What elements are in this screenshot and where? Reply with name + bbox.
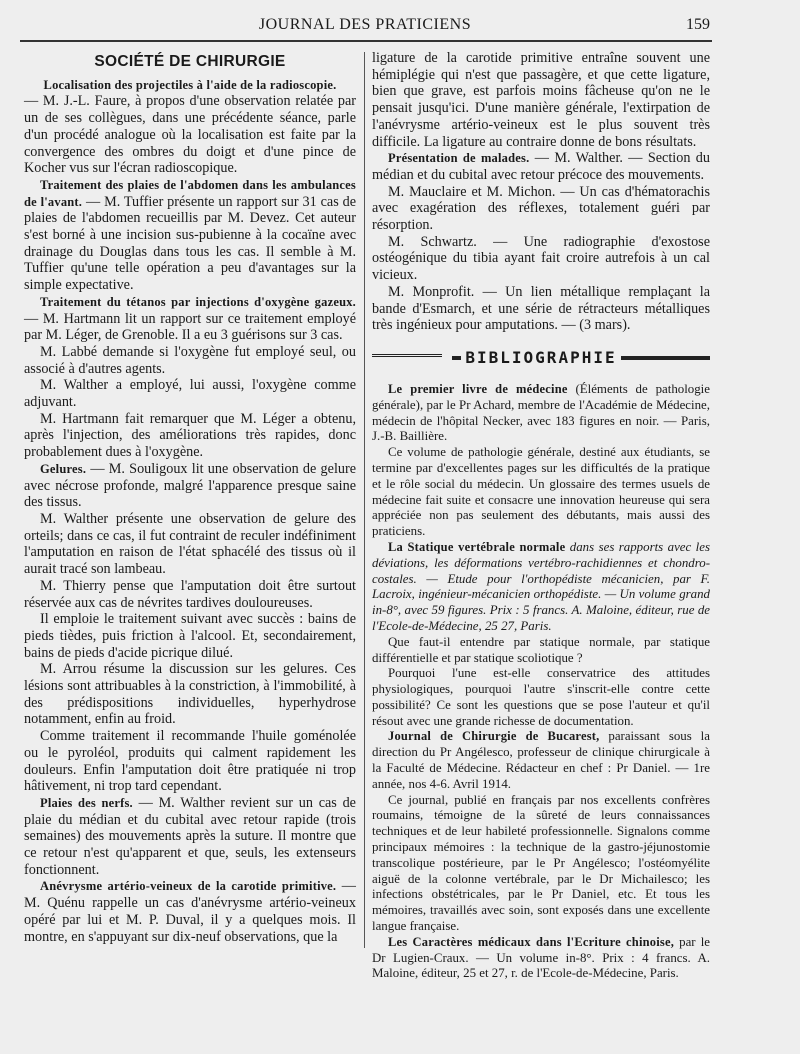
paragraph: M. Monprofit. — Un lien métallique remplaçant la bande d'Esmarch, et une série de rétracteurs métalliques très ingénieux pour amputations. — (3 mars). (372, 283, 710, 334)
ornament-rule (372, 354, 442, 357)
review-text: par le Dr Lugien-Craux. — Un volume in-8°. Prix : 4 francs. A. Maloine, éditeur, 25 et 27, r. de l'Ecole-de-Médecine, Paris. (372, 934, 711, 981)
paragraph (24, 795, 356, 879)
paragraph-text: — M. Hartmann lit un rapport sur ce traitement employé par M. Léger, de Grenoble. Il a eu 3 guérisons sur 3 cas. (24, 310, 356, 344)
subsection-heading: Localisation des projectiles à l'aide de la radioscopie. (43, 77, 337, 92)
book-review (372, 382, 710, 445)
bibliography-section (372, 382, 710, 982)
paragraph: M. Schwartz. — Une radiographie d'exostose ostéogénique du tibia ayant fait croire autrefois à un cal vicieux. (372, 233, 710, 284)
paragraph-text: — M. Walther revient sur un cas de plaie du médian et du cubital avec retour rapide (trois semaines) des mouvements après la suture. Il montre que ce retour n'est qu'apparent et que, seuls, les extenseurs fonctionnent. (24, 794, 356, 878)
header-rule-left (20, 40, 376, 42)
book-title: Les Caractères médicaux dans l'Ecriture chinoise, (388, 934, 675, 949)
subsection-heading: Présentation de malades. (388, 151, 530, 166)
journal-title: JOURNAL DES PRATICIENS (258, 16, 472, 33)
paragraph-text: — M. Tuffier présente un rapport sur 31 cas de plaies de l'abdomen recueillis par M. Devez. Cet auteur s'est borné à une incision sus-pubienne à la cocaïne avec drainage du Douglas dans tous les cas. Il semble à M. Tuffier qu'une telle opération a peu d'avantages sur la simple expectative. (24, 193, 356, 294)
paragraph: M. Labbé demande si l'oxygène fut employé seul, ou associé à d'autres agents. (24, 343, 356, 377)
paragraph: Pourquoi l'une est-elle conservatrice des attitudes physiologiques, pourquoi l'autre s'inscrit-elle contre cette possibilité? Ce sont les questions que se pose l'auteur et qu'il résout avec une grande richesse de documentation. (372, 666, 710, 728)
subsection-heading: Anévrysme artério-veineux de la carotide primitive. (40, 879, 337, 894)
paragraph: Ce journal, publié en français par nos excellents confrères roumains, témoigne de la sûreté de leurs connaissances techniques et de leur habileté professionnelle. Signalons comme principaux mémoires : la technique de la gastro-jéjunostomie transcolique postérieure, par le Pr Angélesco; l'ostéomyélite aiguë de la colonne vertébrale, par le Dr Michailesco; les infections obstétricales, par le Pr Daniel, etc. Et tous les mémoires, travaillés avec soin, sont exposés dans une excellente langue française. (372, 792, 710, 934)
paragraph: M. Walther a employé, lui aussi, l'oxygène comme adjuvant. (24, 377, 356, 411)
review-text: paraissant sous la direction du Pr Angélesco, professeur de clinique chirurgicale à la Faculté de Médecine. Rédacteur en chef : Pr Daniel. — 1re année, nos 4-6. Avril 1914. (372, 729, 710, 791)
paragraph (24, 294, 356, 344)
right-column (372, 50, 710, 982)
paragraph: Que faut-il entendre par statique normale, par statique différentielle et par statique scoliotique ? (372, 634, 710, 665)
paragraph: M. Walther présente une observation de gelure des orteils; dans ce cas, il fut contraint de reculer indéfiniment l'amputation en raison de l'état sphacélé des tissus où il aurait tracé son lambeau. (24, 510, 356, 578)
page-header (20, 14, 710, 40)
left-column (24, 50, 356, 945)
paragraph-text: — M. Quénu rappelle un cas d'anévrysme artério-veineux opéré par lui et M. P. Duval, il y a quelques mois. Il montre, en s'appuyant sur dix-neuf observations, que la (24, 878, 356, 945)
paragraph: M. Thierry pense que l'amputation doit être surtout réservée aux cas de névrites tardives douloureuses. (24, 577, 356, 611)
book-review (372, 729, 710, 792)
paragraph-text: — M. Souligoux lit une observation de gelure avec nécrose profonde, malgré l'apparence presque saine des tissus. (24, 460, 356, 511)
bibliography-heading (372, 347, 710, 372)
paragraph: ligature de la carotide primitive entraîne souvent une hémiplégie qui n'est que passagère, et que cette ligature, bien que grave, est parfois moins fâcheuse qu'on ne le pensait jusqu'ici. D'une manière générale, l'extirpation de l'anévrysme artério-veineux est le plus souvent très difficile. La ligature au contraire donne de bons résultats. (372, 50, 710, 150)
column-divider (364, 52, 365, 948)
paragraph (372, 150, 710, 183)
bibliography-title: BIBLIOGRAPHIE (461, 348, 620, 367)
book-title: La Statique vertébrale normale (388, 539, 566, 554)
book-review (372, 935, 710, 982)
paragraph: M. Arrou résume la discussion sur les gelures. Ces lésions sont attribuables à la constriction, à l'immobilité, à des prédispositions individuelles, hyperhydrose notamment, enfin au froid. (24, 661, 356, 728)
paragraph (24, 461, 356, 511)
paragraph: Ce volume de pathologie générale, destiné aux étudiants, se termine par d'excellentes pages sur les difficultés de la pratique et le rôle social du médecin. Un glossaire des termes usuels de médecine fait suite et consacre une innovation heureuse qui sera appréciée non pas seulement des débutants, mais aussi des praticiens. (372, 445, 710, 539)
review-text: (Éléments de pathologie générale), par le Pr Achard, membre de l'Académie de Médecine, médecin de l'hôpital Necker, avec 183 figures en noir. — Paris, J.-B. Baillière. (372, 381, 710, 444)
paragraph-text: — M. Walther. — Section du médian et du cubital avec retour précoce des mouvements. (372, 150, 710, 183)
paragraph: M. Hartmann fait remarquer que M. Léger a obtenu, après l'injection, des améliorations très rapides, donc probablement dues à l'oxygène. (24, 410, 356, 461)
paragraph: Il emploie le traitement suivant avec succès : bains de pieds tièdes, puis friction à l'alcool. Et, secondairement, bains de pieds d'acide picrique dilué. (24, 611, 356, 661)
book-title: Le premier livre de médecine (388, 381, 568, 396)
book-title: Journal de Chirurgie de Bucarest, (388, 729, 600, 744)
header-rule-right (372, 40, 712, 42)
review-text: dans ses rapports avec les déviations, les déformations vertébro-rachidiennes et chondro-costales. — Etude pour l'orthopédiste mécanicien, par F. Lacroix, ingénieur-mécanicien orthopédiste. — Un volume grand in-8°, avec 59 figures. Prix : 5 francs. A. Maloine, éditeur, rue de l'Ecole-de-Médecine, 25 27, Paris. (372, 539, 710, 633)
page-number: 159 (686, 16, 710, 33)
subsection-heading: Plaies des nerfs. (40, 795, 133, 810)
subsection-heading: Gelures. (40, 461, 87, 476)
paragraph: — M. J.-L. Faure, à propos d'une observation relatée par un de ses collègues, dans une précédente séance, parle d'un procédé analogue où la localisation est faite par la convergence des ombres du doigt et d'une pince de Kocher vus sur l'écran radioscopique. (24, 93, 356, 177)
paragraph: Comme traitement il recommande l'huile goménolée ou le pyroléol, produits qui calment rapidement les douleurs. Enfin l'amputation doit être pratiquée ni trop hâtivement, ni trop tard cependant. (24, 728, 356, 795)
book-review (372, 540, 710, 635)
section-title: SOCIÉTÉ DE CHIRURGIE (94, 53, 286, 70)
subsection-heading: Traitement des plaies de l'abdomen dans les ambulances de l'avant. (24, 177, 356, 209)
subsection-heading: Traitement du tétanos par injections d'oxygène gazeux. (40, 294, 356, 309)
paragraph (24, 177, 356, 294)
paragraph (24, 878, 356, 945)
paragraph: M. Mauclaire et M. Michon. — Un cas d'hématorachis avec exagération des réflexes, totalement guéri par résorption. (372, 183, 710, 234)
